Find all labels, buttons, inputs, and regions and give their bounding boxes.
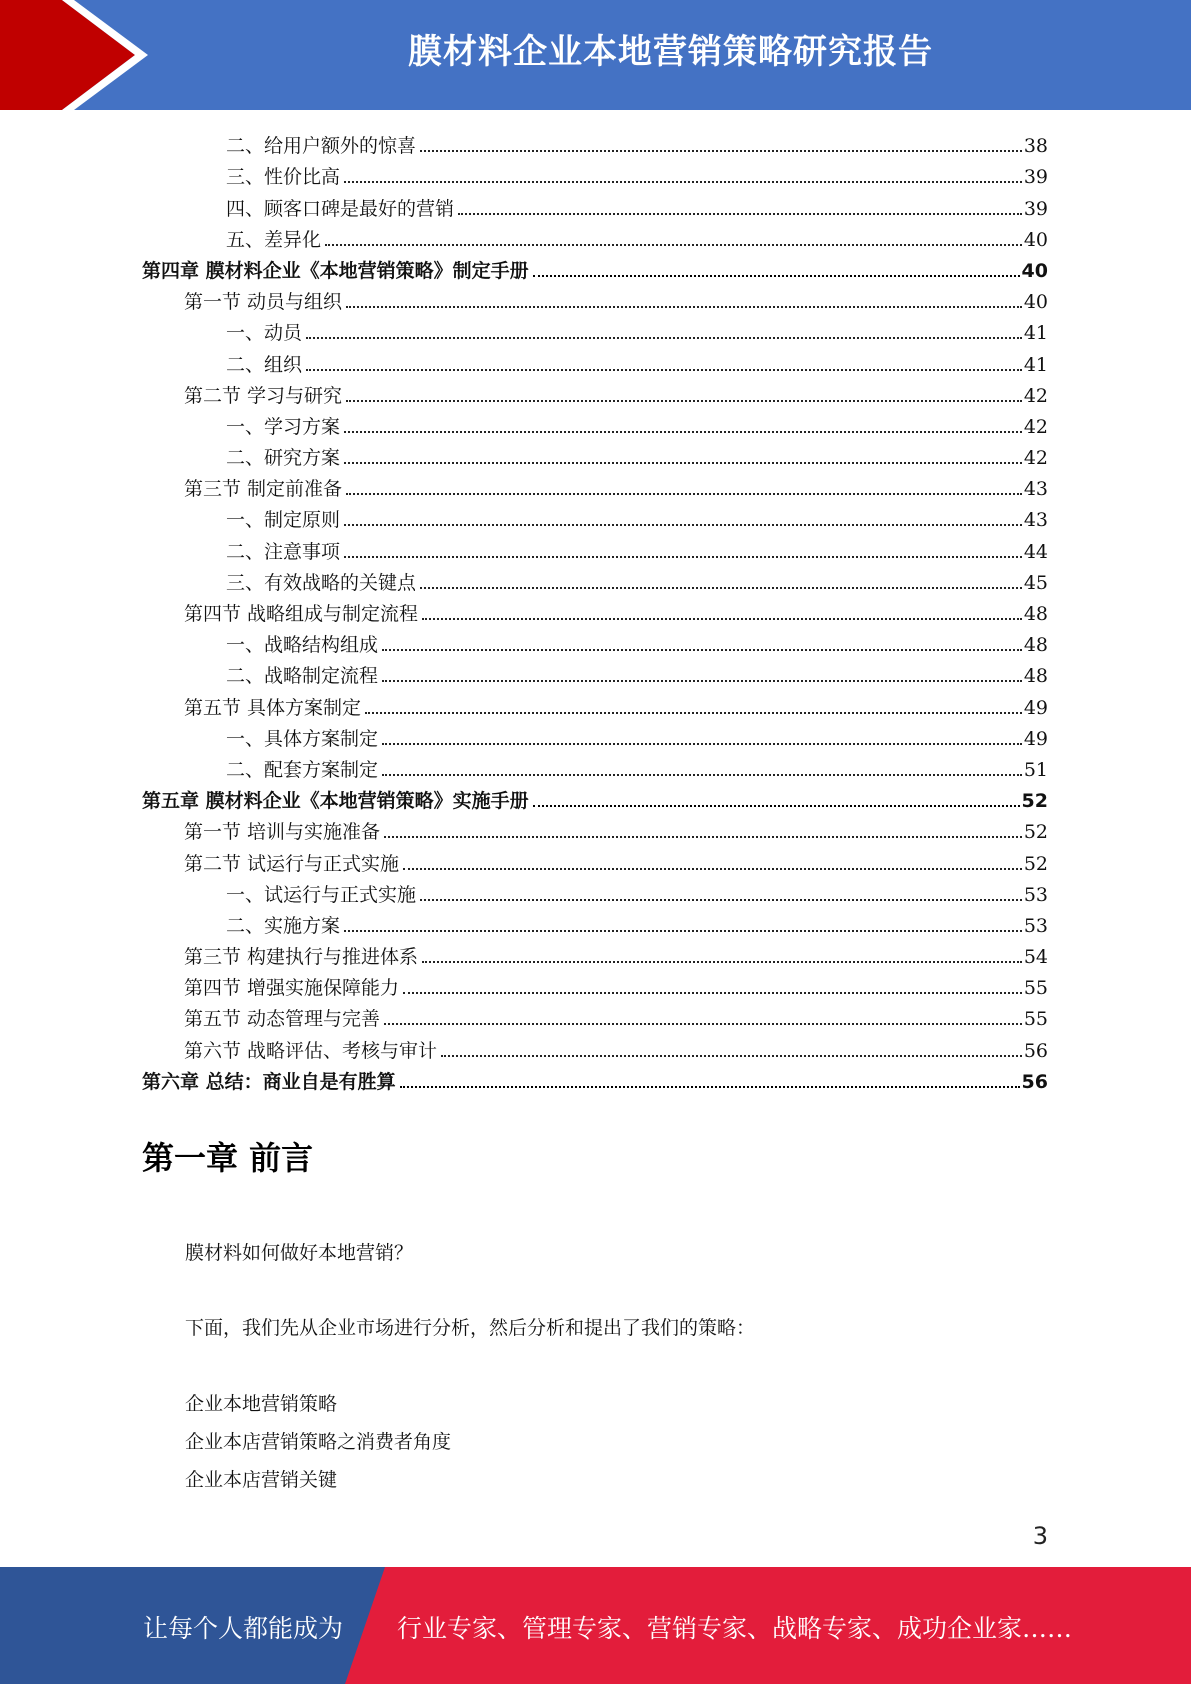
toc-entry-page: 43 (1023, 478, 1048, 501)
toc-entry-label: 第四节 增强实施保障能力 (184, 977, 400, 1000)
toc-dot-leader (384, 836, 1022, 838)
toc-dot-leader (403, 868, 1022, 870)
toc-section-entry[interactable] (142, 813, 1048, 844)
toc-section-entry[interactable] (142, 938, 1048, 969)
toc-entry-page: 38 (1023, 135, 1048, 158)
toc-entry-page: 42 (1023, 384, 1048, 407)
toc-subsection-entry[interactable] (142, 720, 1048, 751)
toc-entry-label: 第六节 战略评估、考核与审计 (184, 1039, 438, 1062)
toc-entry-label: 三、有效战略的关键点 (226, 571, 417, 594)
toc-dot-leader (422, 618, 1022, 620)
paragraph: 企业本店营销策略之消费者角度 (185, 1431, 452, 1453)
toc-entry-page: 49 (1023, 696, 1048, 719)
toc-subsection-entry[interactable] (142, 345, 1048, 376)
toc-dot-leader (346, 306, 1022, 308)
toc-entry-page: 48 (1023, 665, 1048, 688)
toc-subsection-entry[interactable] (142, 221, 1048, 252)
toc-entry-label: 第四章 膜材料企业《本地营销策略》制定手册 (142, 259, 529, 282)
toc-dot-leader (420, 150, 1022, 152)
toc-entry-label: 二、研究方案 (226, 447, 341, 470)
toc-entry-page: 40 (1023, 291, 1048, 314)
toc-dot-leader (458, 213, 1022, 215)
toc-entry-label: 二、实施方案 (226, 914, 341, 937)
toc-entry-label: 二、给用户额外的惊喜 (226, 135, 417, 158)
footer-slogan-right: 行业专家、管理专家、营销专家、战略专家、成功企业家…… (397, 1614, 1073, 1643)
toc-dot-leader (422, 961, 1022, 963)
toc-entry-label: 五、差异化 (226, 228, 322, 251)
toc-entry-page: 49 (1023, 727, 1048, 750)
toc-entry-label: 第二节 试运行与正式实施 (184, 852, 400, 875)
toc-entry-page: 44 (1023, 540, 1048, 563)
footer-slogan-left: 让每个人都能成为 (143, 1614, 344, 1643)
toc-dot-leader (346, 400, 1022, 402)
toc-dot-leader (382, 680, 1022, 682)
toc-entry-label: 第五节 动态管理与完善 (184, 1008, 381, 1031)
toc-subsection-entry[interactable] (142, 439, 1048, 470)
toc-subsection-entry[interactable] (142, 127, 1048, 158)
toc-section-entry[interactable] (142, 688, 1048, 719)
toc-entry-page: 51 (1023, 758, 1048, 781)
toc-entry-page: 53 (1023, 914, 1048, 937)
toc-entry-page: 41 (1023, 353, 1048, 376)
toc-chapter-entry[interactable] (142, 252, 1048, 283)
toc-dot-leader (382, 774, 1022, 776)
toc-dot-leader (344, 524, 1022, 526)
toc-entry-page: 52 (1021, 790, 1048, 813)
toc-entry-label: 第一节 培训与实施准备 (184, 821, 381, 844)
toc-entry-page: 56 (1021, 1070, 1048, 1093)
page-number: 3 (1032, 1522, 1048, 1550)
toc-entry-page: 39 (1023, 166, 1048, 189)
toc-dot-leader (382, 743, 1022, 745)
toc-subsection-entry[interactable] (142, 626, 1048, 657)
toc-dot-leader (325, 244, 1022, 246)
toc-entry-page: 48 (1023, 634, 1048, 657)
toc-subsection-entry[interactable] (142, 876, 1048, 907)
toc-entry-page: 45 (1023, 571, 1048, 594)
toc-subsection-entry[interactable] (142, 657, 1048, 688)
toc-entry-page: 48 (1023, 603, 1048, 625)
toc-entry-label: 第五章 膜材料企业《本地营销策略》实施手册 (142, 790, 529, 813)
toc-subsection-entry[interactable] (142, 907, 1048, 938)
toc-entry-page: 40 (1021, 259, 1048, 282)
toc-subsection-entry[interactable] (142, 564, 1048, 595)
toc-entry-page: 55 (1023, 977, 1048, 1000)
paragraph: 企业本地营销策略 (185, 1393, 338, 1415)
toc-entry-label: 一、试运行与正式实施 (226, 883, 417, 906)
toc-entry-page: 40 (1023, 228, 1048, 251)
toc-entry-label: 第三节 构建执行与推进体系 (184, 946, 419, 969)
toc-dot-leader (346, 493, 1022, 495)
toc-entry-label: 一、制定原则 (226, 509, 341, 532)
toc-dot-leader (382, 649, 1022, 651)
toc-dot-leader (403, 992, 1022, 994)
toc-section-entry[interactable] (142, 283, 1048, 314)
toc-entry-page: 54 (1023, 946, 1048, 969)
toc-entry-page: 53 (1023, 883, 1048, 906)
toc-entry-label: 第一节 动员与组织 (184, 291, 343, 314)
toc-entry-page: 42 (1023, 447, 1048, 470)
toc-section-entry[interactable] (142, 1000, 1048, 1031)
toc-subsection-entry[interactable] (142, 501, 1048, 532)
toc-dot-leader (344, 462, 1022, 464)
toc-entry-label: 三、性价比高 (226, 166, 341, 189)
toc-dot-leader (420, 899, 1022, 901)
toc-dot-leader (344, 181, 1022, 183)
toc-entry-page: 43 (1023, 509, 1048, 532)
toc-entry-label: 二、配套方案制定 (226, 758, 379, 781)
toc-chapter-entry[interactable] (142, 782, 1048, 813)
toc-dot-leader (441, 1055, 1022, 1057)
toc-subsection-entry[interactable] (142, 408, 1048, 439)
toc-dot-leader (384, 1023, 1022, 1025)
toc-dot-leader (344, 431, 1022, 433)
toc-section-entry[interactable] (142, 470, 1048, 501)
toc-entry-page: 52 (1023, 852, 1048, 875)
toc-dot-leader (306, 337, 1022, 339)
toc-dot-leader (306, 369, 1022, 371)
toc-entry-label: 四、顾客口碑是最好的营销 (226, 197, 455, 220)
toc-entry-page: 39 (1023, 197, 1048, 220)
toc-entry-page: 56 (1023, 1039, 1048, 1062)
toc-dot-leader (420, 587, 1022, 589)
toc-section-entry[interactable] (142, 969, 1048, 1000)
toc-dot-leader (533, 275, 1020, 277)
paragraph: 下面，我们先从企业市场进行分析，然后分析和提出了我们的策略： (185, 1317, 756, 1339)
toc-entry-label: 二、战略制定流程 (226, 665, 379, 688)
toc-entry-label: 二、注意事项 (226, 540, 341, 563)
toc-entry-page: 52 (1023, 821, 1048, 844)
toc-entry-label: 第二节 学习与研究 (184, 384, 343, 407)
toc-dot-leader (365, 712, 1022, 714)
header-arrow-decoration (0, 0, 160, 110)
page-header (0, 0, 1191, 110)
table-of-contents (142, 127, 1048, 1094)
toc-section-entry[interactable] (142, 377, 1048, 408)
toc-subsection-entry[interactable] (142, 532, 1048, 563)
toc-entry-page: 41 (1023, 322, 1048, 345)
toc-subsection-entry[interactable] (142, 751, 1048, 782)
document-title: 膜材料企业本地营销策略研究报告 (408, 32, 933, 72)
toc-subsection-entry[interactable] (142, 158, 1048, 189)
toc-entry-label: 一、战略结构组成 (226, 634, 379, 657)
toc-entry-page: 55 (1023, 1008, 1048, 1031)
toc-entry-label: 一、学习方案 (226, 415, 341, 438)
toc-dot-leader (344, 930, 1022, 932)
toc-dot-leader (533, 805, 1020, 807)
section-heading: 第一章 前言 (142, 1139, 314, 1177)
toc-entry-label: 一、动员 (226, 322, 303, 345)
toc-dot-leader (400, 1086, 1020, 1088)
toc-entry-page: 42 (1023, 415, 1048, 438)
toc-dot-leader (344, 556, 1022, 558)
toc-section-entry[interactable] (142, 844, 1048, 875)
toc-entry-label: 第五节 具体方案制定 (184, 696, 362, 719)
toc-subsection-entry[interactable] (142, 314, 1048, 345)
toc-entry-label: 第六章 总结：商业自是有胜算 (142, 1070, 396, 1093)
toc-section-entry[interactable] (142, 595, 1048, 626)
paragraph: 膜材料如何做好本地营销？ (185, 1242, 414, 1264)
toc-entry-label: 一、具体方案制定 (226, 727, 379, 750)
toc-chapter-entry[interactable] (142, 1063, 1048, 1094)
toc-entry-label: 第四节 战略组成与制定流程 (184, 603, 419, 625)
page-footer (0, 1567, 1191, 1684)
toc-entry-label: 第三节 制定前准备 (184, 478, 343, 501)
toc-section-entry[interactable] (142, 1031, 1048, 1062)
paragraph: 企业本店营销关键 (185, 1469, 338, 1491)
toc-subsection-entry[interactable] (142, 189, 1048, 220)
toc-entry-label: 二、组织 (226, 353, 303, 376)
